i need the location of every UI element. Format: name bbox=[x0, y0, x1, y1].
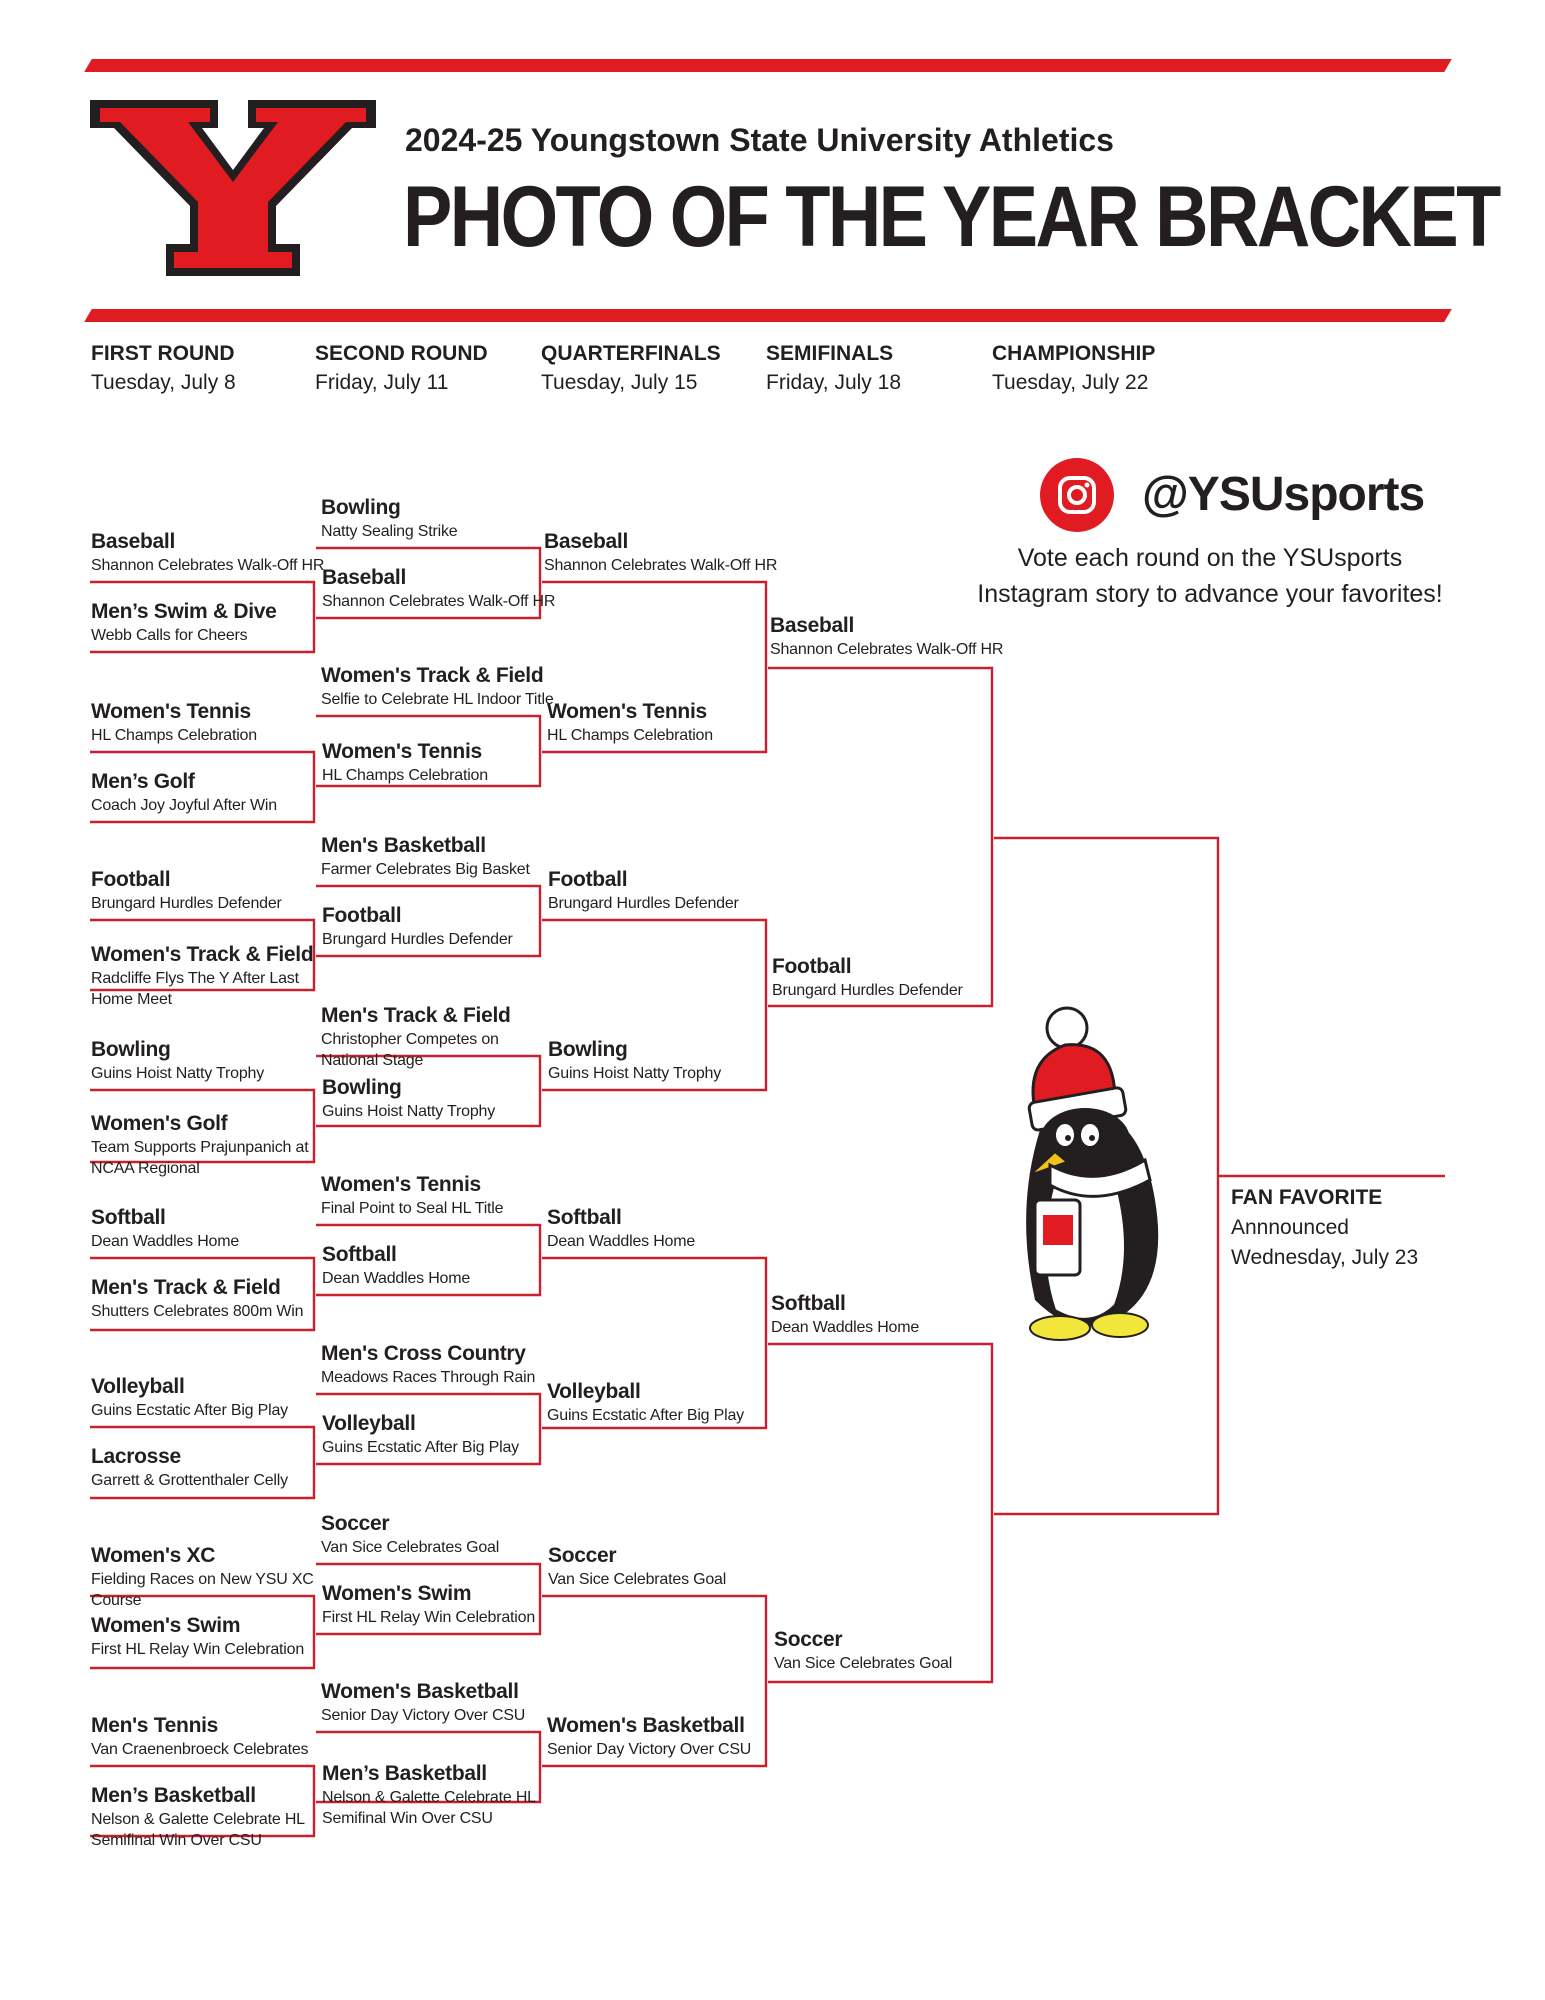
entry-photo-title: Guins Ecstatic After Big Play bbox=[547, 1407, 744, 1424]
entry-sport: Women's Basketball bbox=[547, 1714, 745, 1737]
entry-sport: Softball bbox=[771, 1292, 846, 1315]
quarterfinal-entry[interactable] bbox=[548, 866, 739, 914]
entry-sport: Women's Tennis bbox=[547, 700, 707, 723]
entry-photo-title: HL Champs Celebration bbox=[547, 727, 713, 744]
entry-photo-title: Shannon Celebrates Walk-Off HR bbox=[544, 557, 778, 574]
bye-entry[interactable] bbox=[321, 662, 554, 710]
entry-photo-title: Guins Hoist Natty Trophy bbox=[548, 1065, 722, 1082]
entry-photo-title: Brungard Hurdles Defender bbox=[91, 895, 282, 912]
entry-sport: Women's XC bbox=[91, 1544, 216, 1567]
entry-photo-title: Christopher Competes on National Stage bbox=[321, 1031, 499, 1069]
entry-photo-title: Senior Day Victory Over CSU bbox=[547, 1741, 752, 1758]
entry-sport: Football bbox=[548, 868, 628, 891]
entry-sport: Men’s Golf bbox=[91, 770, 195, 793]
vote-line-2: Instagram story to advance your favorites! bbox=[977, 580, 1443, 608]
entry-sport: Women's Tennis bbox=[91, 700, 251, 723]
vote-line-1: Vote each round on the YSUsports bbox=[1017, 544, 1403, 572]
quarterfinal-entry[interactable] bbox=[548, 1036, 721, 1084]
entry-sport: Football bbox=[91, 868, 171, 891]
page-title: PHOTO OF THE YEAR BRACKET bbox=[403, 169, 1499, 265]
entry-sport: Football bbox=[772, 955, 852, 978]
bye-entry[interactable] bbox=[321, 832, 530, 880]
quarterfinal-entry[interactable] bbox=[547, 1712, 751, 1760]
entry-photo-title: Guins Hoist Natty Trophy bbox=[322, 1103, 496, 1120]
entry-sport: Bowling bbox=[321, 496, 401, 519]
round-date: Tuesday, July 8 bbox=[91, 371, 236, 394]
entry-photo-title: HL Champs Celebration bbox=[322, 767, 488, 784]
entry-sport: Women's Tennis bbox=[321, 1173, 481, 1196]
entry-sport: Men's Basketball bbox=[321, 834, 486, 857]
entry-photo-title: Dean Waddles Home bbox=[322, 1270, 471, 1287]
semifinal-entry[interactable] bbox=[772, 953, 963, 1001]
entry-photo-title: First HL Relay Win Celebration bbox=[322, 1609, 536, 1626]
second-round-entry[interactable] bbox=[322, 1074, 495, 1122]
entry-photo-title: Shannon Celebrates Walk-Off HR bbox=[91, 557, 325, 574]
round-name: SECOND ROUND bbox=[315, 342, 488, 365]
entry-photo-title: Nelson & Galette Celebrate HL Semifinal Win Over CSU bbox=[91, 1811, 305, 1849]
entry-sport: Women's Tennis bbox=[322, 740, 482, 763]
bye-entry[interactable] bbox=[321, 1340, 535, 1388]
round-name: FIRST ROUND bbox=[91, 342, 235, 365]
entry-sport: Softball bbox=[91, 1206, 166, 1229]
round-date: Tuesday, July 15 bbox=[541, 371, 698, 394]
round-date: Tuesday, July 22 bbox=[992, 371, 1149, 394]
entry-photo-title: Brungard Hurdles Defender bbox=[548, 895, 739, 912]
entry-sport: Men’s Swim & Dive bbox=[91, 600, 277, 623]
entry-photo-title: Garrett & Grottenthaler Celly bbox=[91, 1472, 288, 1489]
entry-sport: Men's Tennis bbox=[91, 1714, 219, 1737]
entry-photo-title: Natty Sealing Strike bbox=[321, 523, 458, 540]
round-name: QUARTERFINALS bbox=[541, 342, 721, 365]
round-name: SEMIFINALS bbox=[766, 342, 894, 365]
quarterfinal-entry[interactable] bbox=[547, 1378, 744, 1426]
entry-photo-title: Brungard Hurdles Defender bbox=[772, 982, 963, 999]
semifinal-entry[interactable] bbox=[774, 1626, 952, 1674]
entry-photo-title: Radcliffe Flys The Y After Last Home Meet bbox=[91, 970, 299, 1008]
round-date: Friday, July 11 bbox=[315, 371, 449, 394]
fan-favorite-line1: Annnounced bbox=[1231, 1216, 1349, 1239]
entry-photo-title: Dean Waddles Home bbox=[771, 1319, 920, 1336]
entry-sport: Football bbox=[322, 904, 402, 927]
second-round-entry[interactable] bbox=[322, 1241, 470, 1289]
bye-entry[interactable] bbox=[321, 1510, 499, 1558]
second-round-entry[interactable] bbox=[322, 738, 488, 786]
entry-sport: Men's Track & Field bbox=[321, 1004, 511, 1027]
fan-favorite bbox=[1231, 1183, 1418, 1273]
quarterfinal-entry[interactable] bbox=[548, 1542, 726, 1590]
entry-photo-title: Nelson & Galette Celebrate HL Semifinal Win Over CSU bbox=[322, 1789, 536, 1827]
quarterfinal-entry[interactable] bbox=[547, 698, 713, 746]
entry-photo-title: Van Sice Celebrates Goal bbox=[774, 1655, 953, 1672]
entry-photo-title: Shannon Celebrates Walk-Off HR bbox=[322, 593, 556, 610]
entry-sport: Women's Track & Field bbox=[321, 664, 544, 687]
entry-sport: Men's Cross Country bbox=[321, 1342, 526, 1365]
first-round-entry[interactable] bbox=[91, 528, 324, 576]
entry-sport: Baseball bbox=[322, 566, 406, 589]
second-round-entry[interactable] bbox=[322, 902, 513, 950]
entry-photo-title: Van Sice Celebrates Goal bbox=[548, 1571, 727, 1588]
entry-photo-title: HL Champs Celebration bbox=[91, 727, 257, 744]
entry-sport: Women's Basketball bbox=[321, 1680, 519, 1703]
first-round-entry[interactable] bbox=[91, 598, 277, 646]
bye-entry[interactable] bbox=[321, 1171, 503, 1219]
second-round-entry[interactable] bbox=[322, 564, 555, 612]
entry-sport: Bowling bbox=[91, 1038, 171, 1061]
entry-sport: Men's Track & Field bbox=[91, 1276, 281, 1299]
entry-sport: Softball bbox=[322, 1243, 397, 1266]
first-round-entry[interactable] bbox=[91, 1782, 321, 1851]
entry-photo-title: Van Sice Celebrates Goal bbox=[321, 1539, 500, 1556]
round-name: CHAMPIONSHIP bbox=[992, 342, 1156, 365]
entry-photo-title: Coach Joy Joyful After Win bbox=[91, 797, 277, 814]
entry-photo-title: Team Supports Prajunpanich at NCAA Regional bbox=[91, 1139, 309, 1177]
social-handle[interactable]: @YSUsports bbox=[1142, 468, 1425, 521]
entry-photo-title: Dean Waddles Home bbox=[547, 1233, 696, 1250]
first-round-entry[interactable] bbox=[91, 866, 282, 914]
quarterfinal-entry[interactable] bbox=[544, 528, 777, 576]
first-round-entry[interactable] bbox=[91, 1612, 304, 1660]
entry-photo-title: Brungard Hurdles Defender bbox=[322, 931, 513, 948]
semifinal-entry[interactable] bbox=[771, 1290, 919, 1338]
entry-sport: Men’s Basketball bbox=[322, 1762, 487, 1785]
quarterfinal-entry[interactable] bbox=[547, 1204, 695, 1252]
entry-photo-title: Van Craenenbroeck Celebrates bbox=[91, 1741, 309, 1758]
title-subheading: 2024-25 Youngstown State University Athletics bbox=[405, 122, 1114, 158]
entry-photo-title: First HL Relay Win Celebration bbox=[91, 1641, 305, 1658]
entry-sport: Volleyball bbox=[322, 1412, 416, 1435]
entry-sport: Volleyball bbox=[91, 1375, 185, 1398]
entry-photo-title: Meadows Races Through Rain bbox=[321, 1369, 536, 1386]
entry-photo-title: Dean Waddles Home bbox=[91, 1233, 240, 1250]
penguin-mascot-illustration bbox=[995, 1000, 1195, 1350]
entry-sport: Women's Swim bbox=[91, 1614, 241, 1637]
entry-sport: Men’s Basketball bbox=[91, 1784, 256, 1807]
entry-sport: Baseball bbox=[544, 530, 628, 553]
first-round-entry[interactable] bbox=[91, 698, 257, 746]
semifinal-entry[interactable] bbox=[770, 612, 1003, 660]
entry-sport: Women's Swim bbox=[322, 1582, 472, 1605]
first-round-entry[interactable] bbox=[91, 1443, 288, 1491]
entry-sport: Women's Track & Field bbox=[91, 943, 314, 966]
entry-sport: Lacrosse bbox=[91, 1445, 181, 1468]
first-round-entry[interactable] bbox=[91, 1542, 321, 1611]
entry-sport: Bowling bbox=[548, 1038, 628, 1061]
second-round-entry[interactable] bbox=[322, 1410, 519, 1458]
entry-photo-title: Shutters Celebrates 800m Win bbox=[91, 1303, 304, 1320]
first-round-entry[interactable] bbox=[91, 941, 321, 1010]
first-round-entry[interactable] bbox=[91, 1373, 288, 1421]
entry-sport: Soccer bbox=[321, 1512, 390, 1535]
entry-photo-title: Fielding Races on New YSU XC Course bbox=[91, 1571, 314, 1609]
fan-favorite-line2: Wednesday, July 23 bbox=[1231, 1246, 1419, 1269]
entry-sport: Soccer bbox=[548, 1544, 617, 1567]
second-round-entry[interactable] bbox=[322, 1580, 535, 1628]
entry-photo-title: Senior Day Victory Over CSU bbox=[321, 1707, 526, 1724]
first-round-entry[interactable] bbox=[91, 1712, 308, 1760]
entry-photo-title: Guins Hoist Natty Trophy bbox=[91, 1065, 265, 1082]
first-round-entry[interactable] bbox=[91, 1274, 303, 1322]
first-round-entry[interactable] bbox=[91, 1110, 321, 1179]
entry-sport: Bowling bbox=[322, 1076, 402, 1099]
second-round-entry[interactable] bbox=[322, 1760, 542, 1829]
entry-photo-title: Final Point to Seal HL Title bbox=[321, 1200, 504, 1217]
entry-photo-title: Guins Ecstatic After Big Play bbox=[91, 1402, 288, 1419]
bye-entry[interactable] bbox=[321, 1678, 525, 1726]
first-round-entry[interactable] bbox=[91, 1036, 264, 1084]
entry-sport: Baseball bbox=[91, 530, 175, 553]
entry-sport: Softball bbox=[547, 1206, 622, 1229]
fan-favorite-title: FAN FAVORITE bbox=[1231, 1186, 1383, 1209]
first-round-entry[interactable] bbox=[91, 1204, 239, 1252]
entry-sport: Baseball bbox=[770, 614, 854, 637]
entry-photo-title: Guins Ecstatic After Big Play bbox=[322, 1439, 519, 1456]
bye-entry[interactable] bbox=[321, 494, 458, 542]
entry-photo-title: Farmer Celebrates Big Basket bbox=[321, 861, 530, 878]
entry-photo-title: Webb Calls for Cheers bbox=[91, 627, 248, 644]
round-date: Friday, July 18 bbox=[766, 371, 901, 394]
entry-sport: Volleyball bbox=[547, 1380, 641, 1403]
bye-entry[interactable] bbox=[321, 1002, 521, 1071]
entry-photo-title: Selfie to Celebrate HL Indoor Title bbox=[321, 691, 554, 708]
first-round-entry[interactable] bbox=[91, 768, 277, 816]
entry-photo-title: Shannon Celebrates Walk-Off HR bbox=[770, 641, 1004, 658]
entry-sport: Women's Golf bbox=[91, 1112, 228, 1135]
entry-sport: Soccer bbox=[774, 1628, 843, 1651]
